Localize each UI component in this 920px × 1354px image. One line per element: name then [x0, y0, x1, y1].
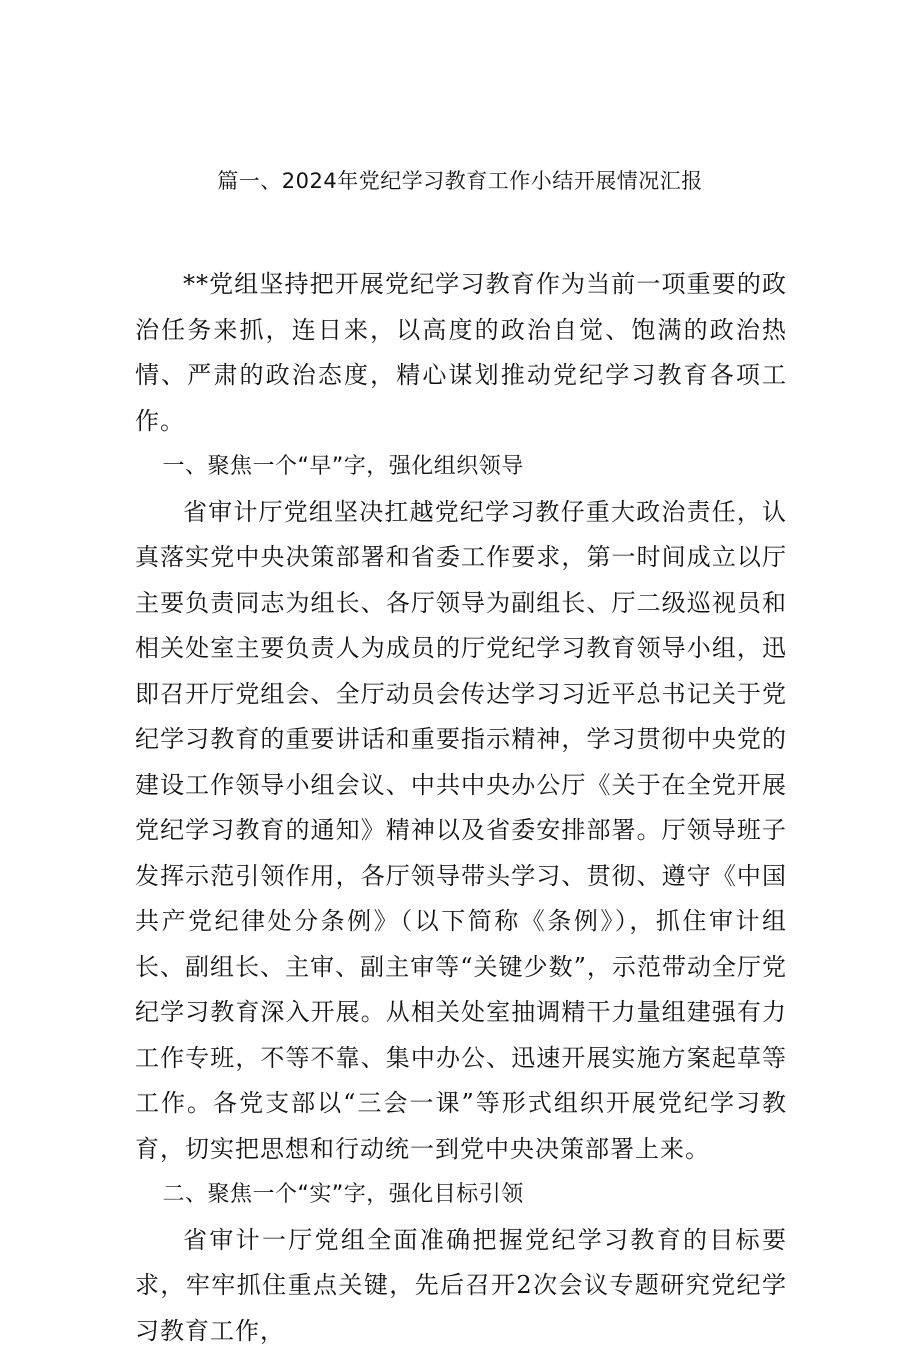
- document-title: 篇一、2024年党纪学习教育工作小结开展情况汇报: [0, 166, 920, 196]
- section-1-paragraph: 省审计厅党组坚决扛越党纪学习教仔重大政治责任，认真落实党中央决策部署和省委工作要求，第一时间成立以厅主要负责同志为组长、各厅领导为副组长、厅二级巡视员和相关处室主要负责人为成员的厅党纪学习教育领导小组，迅即召开厅党组会、全厅动员会传达学习习近平总书记关于党纪学习教育的重要讲话和重要指示精神，学习贯彻中央党的建设工作领导小组会议、中共中央办公厅《关于在全党开展党纪学习教育的通知》精神以及省委安排部署。厅领导班子发挥示范引领作用，各厅领导带头学习、贯彻、遵守《中国共产党纪律处分条例》（以下简称《条例》），抓住审计组长、副组长、主审、副主审等“关键少数”，示范带动全厅党纪学习教育深入开展。从相关处室抽调精干力量组建强有力工作专班，不等不靠、集中办公、迅速开展实施方案起草等工作。各党支部以“三会一课”等形式组织开展党纪学习教育，切实把思想和行动统一到党中央决策部署上来。: [135, 490, 787, 1173]
- section-2-heading: 二、聚焦一个“实”字，强化目标引领: [135, 1172, 787, 1218]
- section-1-heading: 一、聚焦一个“早”字，强化组织领导: [135, 444, 787, 490]
- intro-paragraph: **党组坚持把开展党纪学习教育作为当前一项重要的政治任务来抓，连日来，以高度的政治自觉、饱满的政治热情、严肃的政治态度，精心谋划推动党纪学习教育各项工作。: [135, 262, 787, 444]
- document-body: [135, 262, 787, 1354]
- section-2-paragraph: 省审计一厅党组全面准确把握党纪学习教育的目标要求，牢牢抓住重点关键，先后召开2次会议专题研究党纪学习教育工作，: [135, 1218, 787, 1354]
